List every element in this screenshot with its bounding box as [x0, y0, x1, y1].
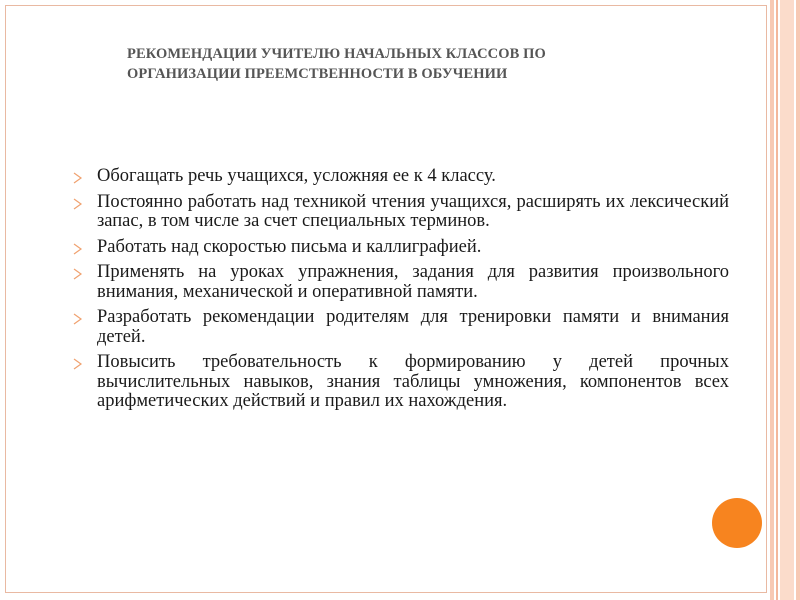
slide-title-line: ОРГАНИЗАЦИИ ПРЕЕМСТВЕННОСТИ В ОБУЧЕНИИ: [127, 66, 508, 82]
bullet-item: [73, 353, 729, 412]
bullet-text: Повысить требовательность к формированию у детей прочных вычислительных навыков, знания таблицы умножения, компонентов всех арифметических действий и правил их нахождения.: [97, 352, 729, 411]
decorative-stripe: [796, 0, 800, 600]
bullet-item: [73, 263, 729, 302]
triangle-bullet-icon: [73, 313, 83, 325]
decorative-stripe: [780, 0, 794, 600]
triangle-bullet-icon: [73, 243, 83, 255]
bullet-item: [73, 238, 729, 258]
bullet-text: Работать над скоростью письма и каллиграфией.: [97, 236, 482, 257]
decorative-stripe: [770, 0, 774, 600]
bullet-list: [73, 167, 729, 418]
decorative-stripe: [776, 0, 778, 600]
triangle-bullet-icon: [73, 172, 83, 184]
triangle-bullet-icon: [73, 358, 83, 370]
slide-title-line: РЕКОМЕНДАЦИИ УЧИТЕЛЮ НАЧАЛЬНЫХ КЛАССОВ ПО: [127, 46, 546, 62]
decorative-orange-circle: [712, 498, 762, 548]
bullet-text: Постоянно работать над техникой чтения учащихся, расширять их лексический запас, в том числе за счет специальных терминов.: [97, 191, 729, 231]
bullet-text: Разработать рекомендации родителям для тренировки памяти и внимания детей.: [97, 307, 729, 347]
bullet-item: [73, 193, 729, 232]
bullet-item: [73, 167, 729, 187]
bullet-text: Применять на уроках упражнения, задания для развития произвольного внимания, механической и оперативной памяти.: [97, 262, 729, 302]
slide-title: [127, 44, 687, 84]
triangle-bullet-icon: [73, 268, 83, 280]
bullet-text: Обогащать речь учащихся, усложняя ее к 4 классу.: [97, 166, 496, 186]
triangle-bullet-icon: [73, 198, 83, 210]
bullet-item: [73, 308, 729, 347]
